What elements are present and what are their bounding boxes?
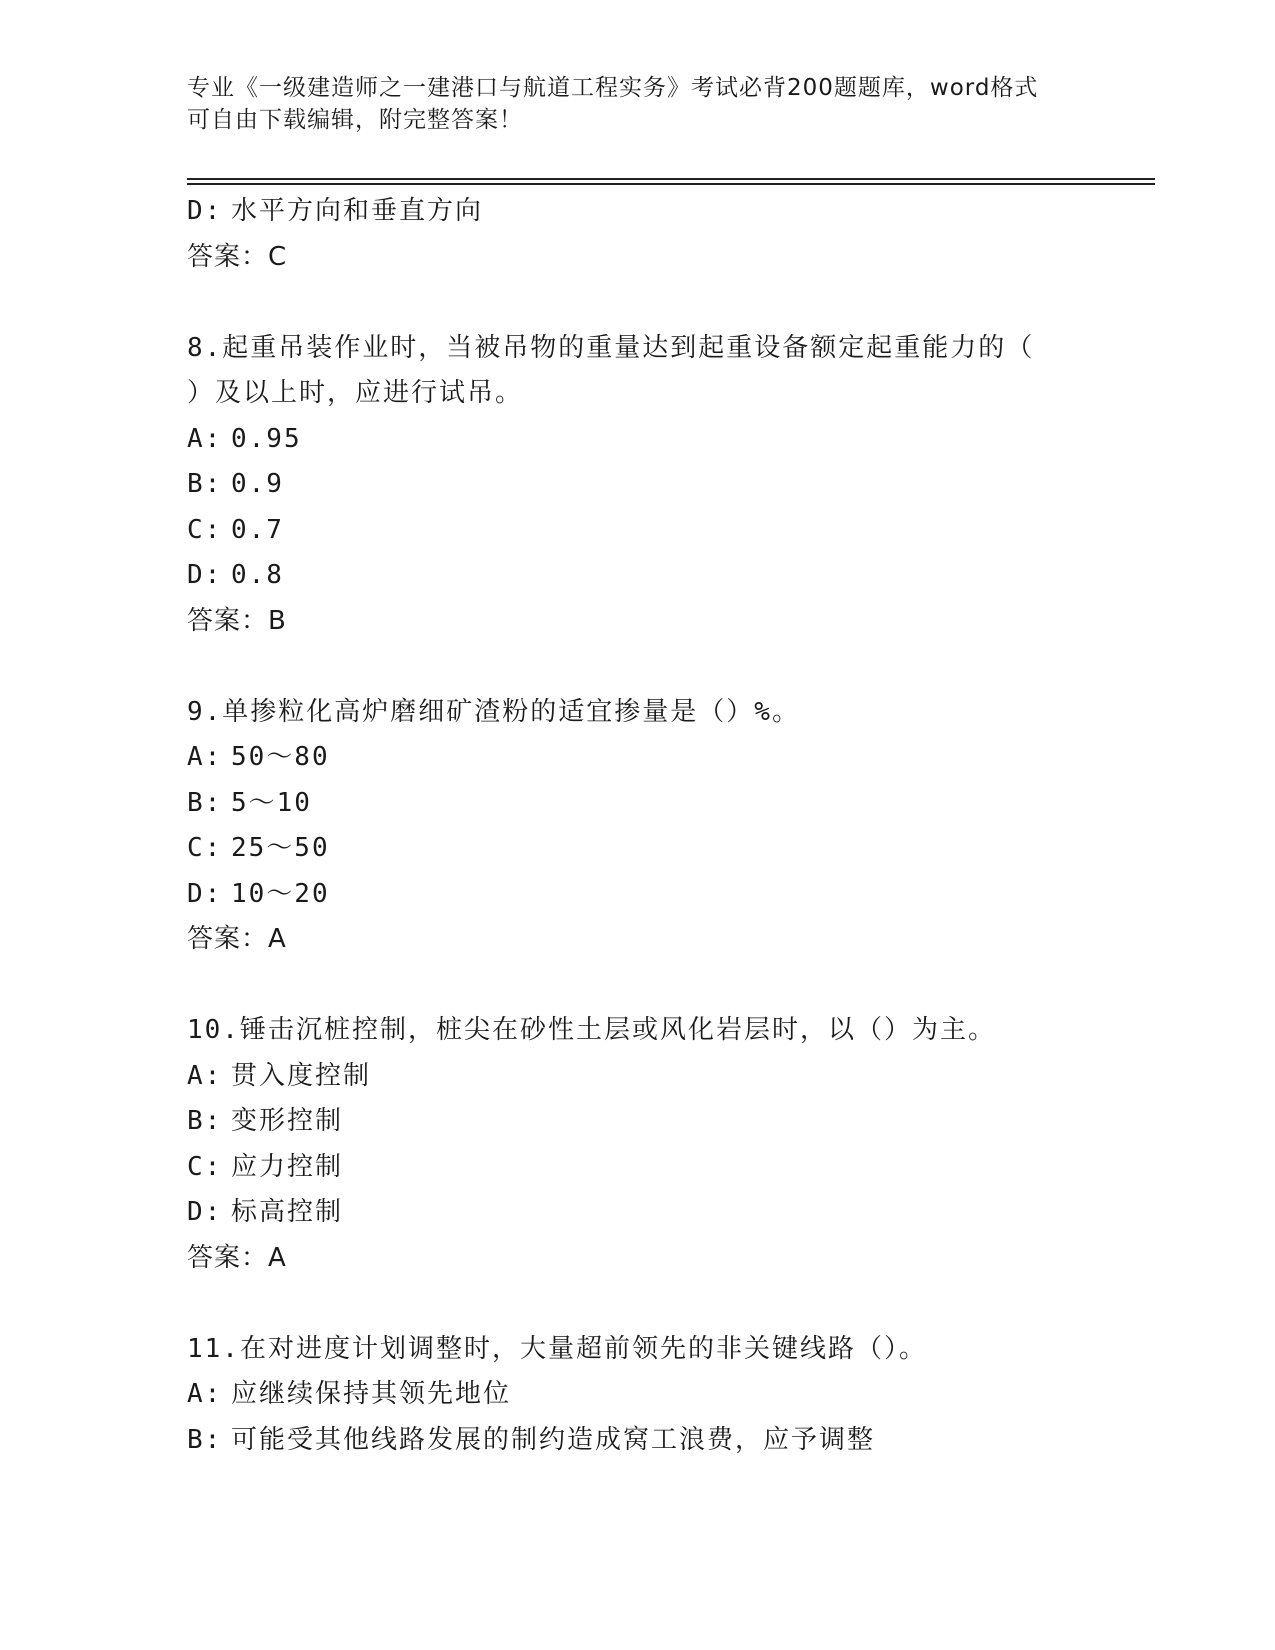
option-a: [187, 735, 1087, 781]
option-c: [187, 508, 1087, 554]
option-label: B:: [187, 1106, 223, 1136]
question-stem: 9.单掺粒化高炉磨细矿渣粉的适宜掺量是（）%。: [187, 696, 800, 727]
option-text: 贯入度控制: [231, 1060, 372, 1091]
option-label: D:: [187, 560, 223, 590]
answer-line: 答案：A: [187, 924, 287, 954]
answer-line: 答案：C: [187, 241, 288, 272]
option-text: 0.8: [231, 560, 284, 590]
question-stem: 10.锤击沉桩控制，桩尖在砂性土层或风化岩层时，以（）为主。: [187, 1015, 996, 1045]
option-d: [187, 872, 1087, 918]
question-item: [187, 1008, 1087, 1281]
option-d: [187, 553, 1087, 599]
option-text: 0.9: [231, 469, 284, 499]
option-b: [187, 781, 1087, 827]
option-label: A:: [187, 742, 223, 772]
option-label: C:: [187, 833, 223, 863]
answer-line: 答案：B: [187, 605, 287, 636]
spacer: [187, 280, 1087, 326]
option-text: 应力控制: [231, 1151, 344, 1182]
answer-line: 答案：A: [187, 1242, 287, 1273]
option-text: 25～50: [231, 833, 330, 863]
option-text: 变形控制: [231, 1106, 344, 1136]
option-c: [187, 826, 1087, 872]
option-b: [187, 462, 1087, 508]
question-list: [187, 189, 1087, 1463]
document-header: [187, 72, 1087, 136]
header-title-line-2: 可自由下载编辑，附完整答案！: [187, 107, 523, 133]
spacer: [187, 963, 1087, 1009]
option-text: 10～20: [231, 878, 330, 909]
option-d: [187, 189, 1087, 235]
question-item: [187, 690, 1087, 963]
option-text: 0.7: [231, 514, 284, 545]
header-title-line-1: 专业《一级建造师之一建港口与航道工程实务》考试必背200题题库，word格式: [187, 75, 1039, 101]
question-stem: 11.在对进度计划调整时，大量超前领先的非关键线路（）。: [187, 1333, 927, 1364]
option-a: [187, 1054, 1087, 1100]
question-item: [187, 1327, 1087, 1464]
spacer: [187, 1281, 1087, 1327]
option-text: 5～10: [231, 787, 312, 818]
option-text: 标高控制: [231, 1197, 344, 1227]
option-text: 可能受其他线路发展的制约造成窝工浪费，应予调整: [231, 1424, 876, 1455]
option-label: C:: [187, 1151, 223, 1182]
option-a: [187, 417, 1087, 463]
option-text: 水平方向和垂直方向: [231, 196, 484, 226]
option-label: B:: [187, 1424, 223, 1455]
option-label: D:: [187, 1197, 223, 1227]
header-divider-bottom: [187, 183, 1155, 185]
option-label: B:: [187, 469, 223, 499]
option-label: A:: [187, 1060, 223, 1091]
option-a: [187, 1372, 1087, 1418]
option-text: 0.95: [231, 423, 302, 454]
option-text: 应继续保持其领先地位: [231, 1379, 512, 1409]
question-item: [187, 326, 1087, 645]
question-stem-continued: ）及以上时，应进行试吊。: [187, 378, 524, 408]
question-stem: 8.起重吊装作业时，当被吊物的重量达到起重设备额定起重能力的（: [187, 332, 1035, 363]
option-c: [187, 1145, 1087, 1191]
option-label: A:: [187, 423, 223, 454]
option-d: [187, 1190, 1087, 1236]
option-label: D:: [187, 196, 223, 226]
option-text: 50～80: [231, 742, 330, 772]
header-divider-top: [187, 178, 1155, 180]
option-b: [187, 1099, 1087, 1145]
spacer: [187, 644, 1087, 690]
option-label: C:: [187, 514, 223, 545]
option-label: B:: [187, 787, 223, 818]
option-label: D:: [187, 878, 223, 909]
option-label: A:: [187, 1379, 223, 1409]
option-b: [187, 1418, 1087, 1464]
